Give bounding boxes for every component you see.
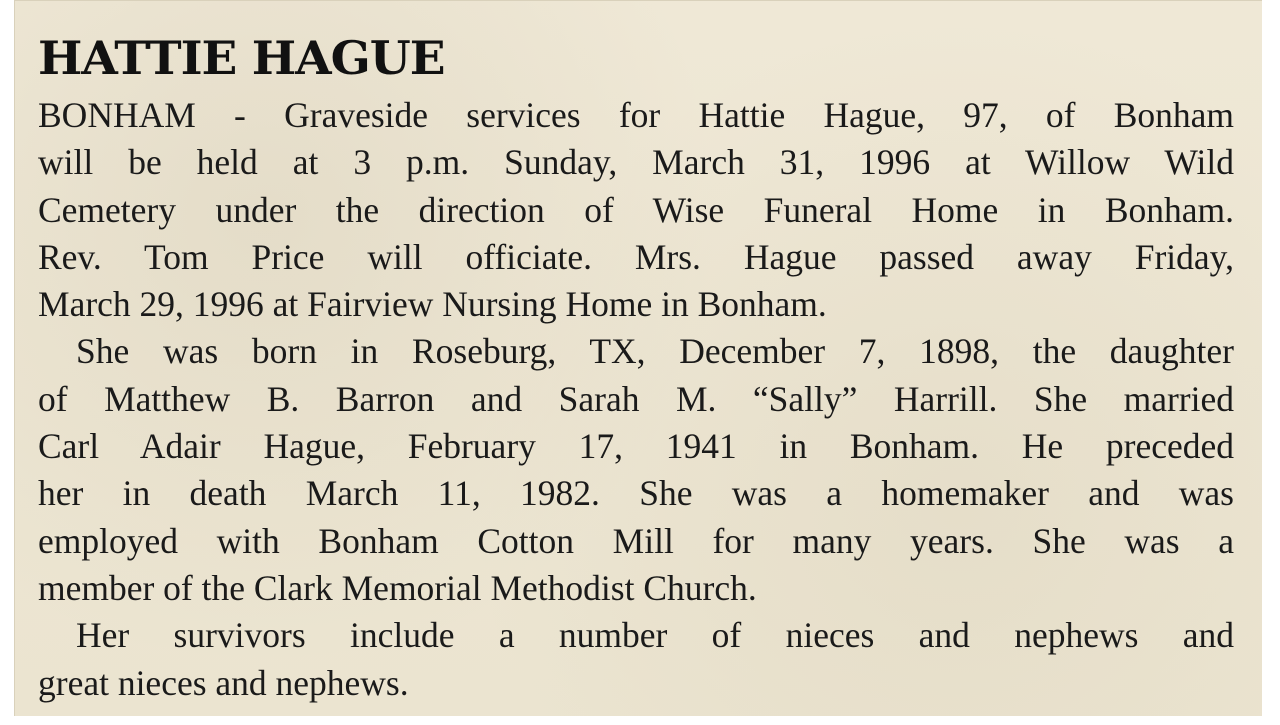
text-line: Rev. Tom Price will officiate. Mrs. Hague passed away Friday, <box>38 236 1234 277</box>
text-line: of Matthew B. Barron and Sarah M. “Sally” Harrill. She married <box>38 378 1234 419</box>
text-line: great nieces and nephews. <box>38 662 409 703</box>
text-line: Cemetery under the direction of Wise Funeral Home in Bonham. <box>38 189 1234 230</box>
paragraph-biography <box>38 328 1234 612</box>
text-line: member of the Clark Memorial Methodist Church. <box>38 567 757 608</box>
text-line: her in death March 11, 1982. She was a homemaker and was <box>38 473 1234 514</box>
text-line: will be held at 3 p.m. Sunday, March 31, 1996 at Willow Wild <box>38 142 1234 183</box>
text-line: employed with Bonham Cotton Mill for many years. She was a <box>38 520 1234 561</box>
scan-margin-right <box>1262 0 1280 725</box>
text-line: BONHAM - Graveside services for Hattie Hague, 97, of Bonham <box>38 95 1234 135</box>
obituary-body <box>38 92 1234 707</box>
obituary-headline: HATTIE HAGUE <box>38 31 445 86</box>
paragraph-services <box>38 92 1234 328</box>
text-line: March 29, 1996 at Fairview Nursing Home in Bonham. <box>38 284 827 325</box>
text-line: Carl Adair Hague, February 17, 1941 in Bonham. He preceded <box>38 426 1234 467</box>
scan-margin-bottom <box>0 716 1280 725</box>
paragraph-survivors <box>38 612 1234 707</box>
text-line: She was born in Roseburg, TX, December 7, 1898, the daughter <box>76 331 1234 372</box>
text-line: Her survivors include a number of nieces and nephews and <box>76 615 1234 656</box>
